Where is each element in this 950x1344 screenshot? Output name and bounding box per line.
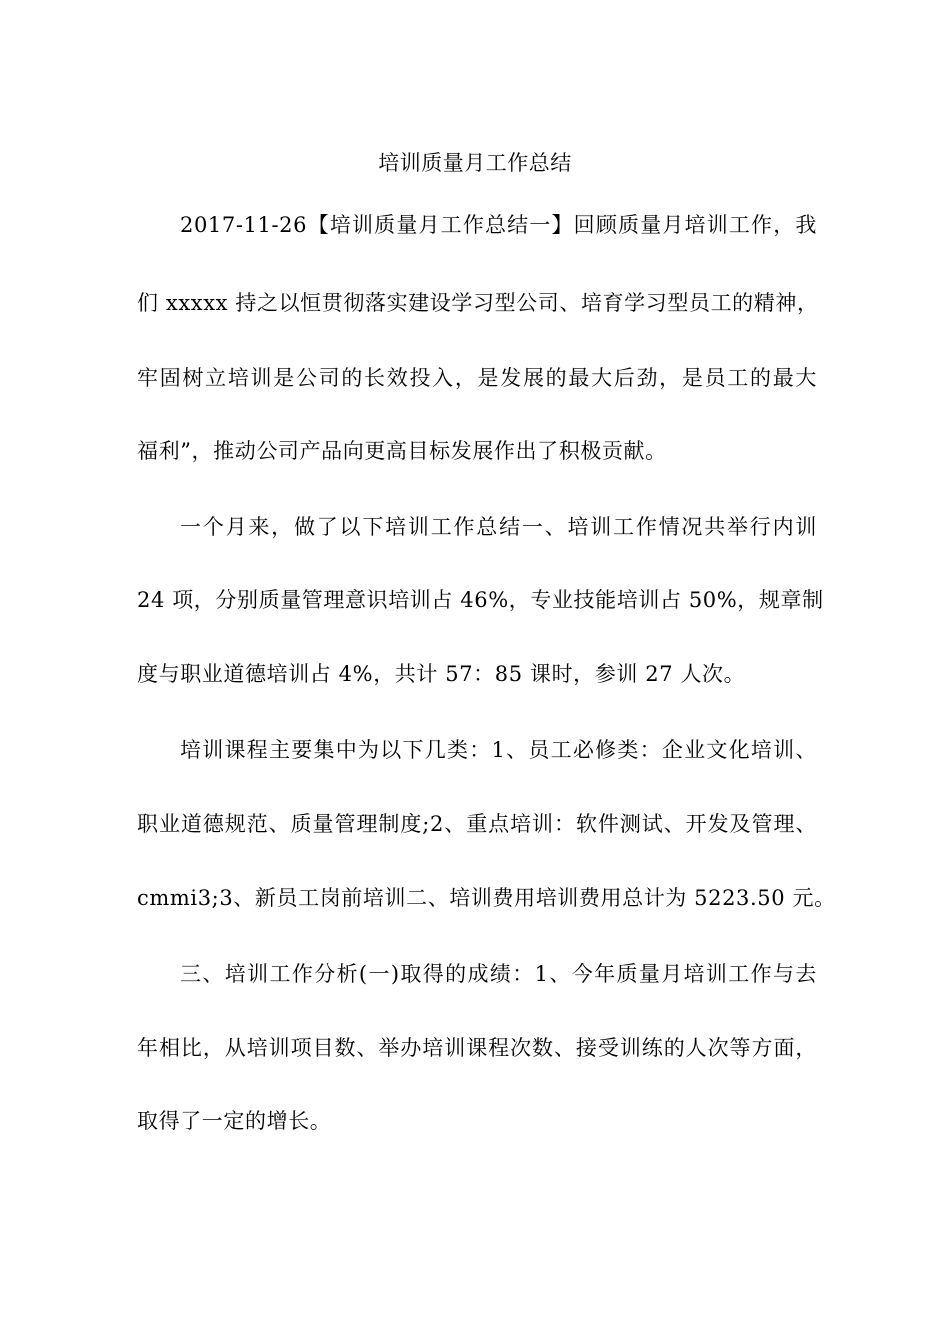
document-title: 培训质量月工作总结 <box>378 151 572 175</box>
paragraph-line: 取得了一定的增长。 <box>137 1109 332 1133</box>
paragraph-line: 职业道德规范、质量管理制度;2、重点培训：软件测试、开发及管理、 <box>137 812 817 836</box>
paragraph-line: 2017-11-26【培训质量月工作总结一】回顾质量月培训工作，我 <box>180 213 817 237</box>
paragraph-line: 们 xxxxx 持之以恒贯彻落实建设学习型公司、培育学习型员工的精神， <box>137 291 819 315</box>
paragraph-line: 牢固树立培训是公司的长效投入，是发展的最大后劲，是员工的最大 <box>137 366 817 390</box>
paragraph-line: 年相比，从培训项目数、举办培训课程次数、接受训练的人次等方面， <box>137 1036 817 1060</box>
paragraph-line: 一个月来，做了以下培训工作总结一、培训工作情况共举行内训 <box>180 515 817 539</box>
paragraph-line: 三、培训工作分析(一)取得的成绩：1、今年质量月培训工作与去 <box>180 962 817 986</box>
paragraph-line: 福利”，推动公司产品向更高目标发展作出了积极贡献。 <box>137 439 667 463</box>
paragraph-line: 24 项，分别质量管理意识培训占 46%，专业技能培训占 50%，规章制 <box>137 588 824 612</box>
paragraph-line: cmmi3;3、新员工岗前培训二、培训费用培训费用总计为 5223.50 元。 <box>137 886 836 910</box>
paragraph-line: 度与职业道德培训占 4%，共计 57：85 课时，参训 27 人次。 <box>137 662 746 686</box>
paragraph-line: 培训课程主要集中为以下几类：1、员工必修类：企业文化培训、 <box>180 738 817 762</box>
